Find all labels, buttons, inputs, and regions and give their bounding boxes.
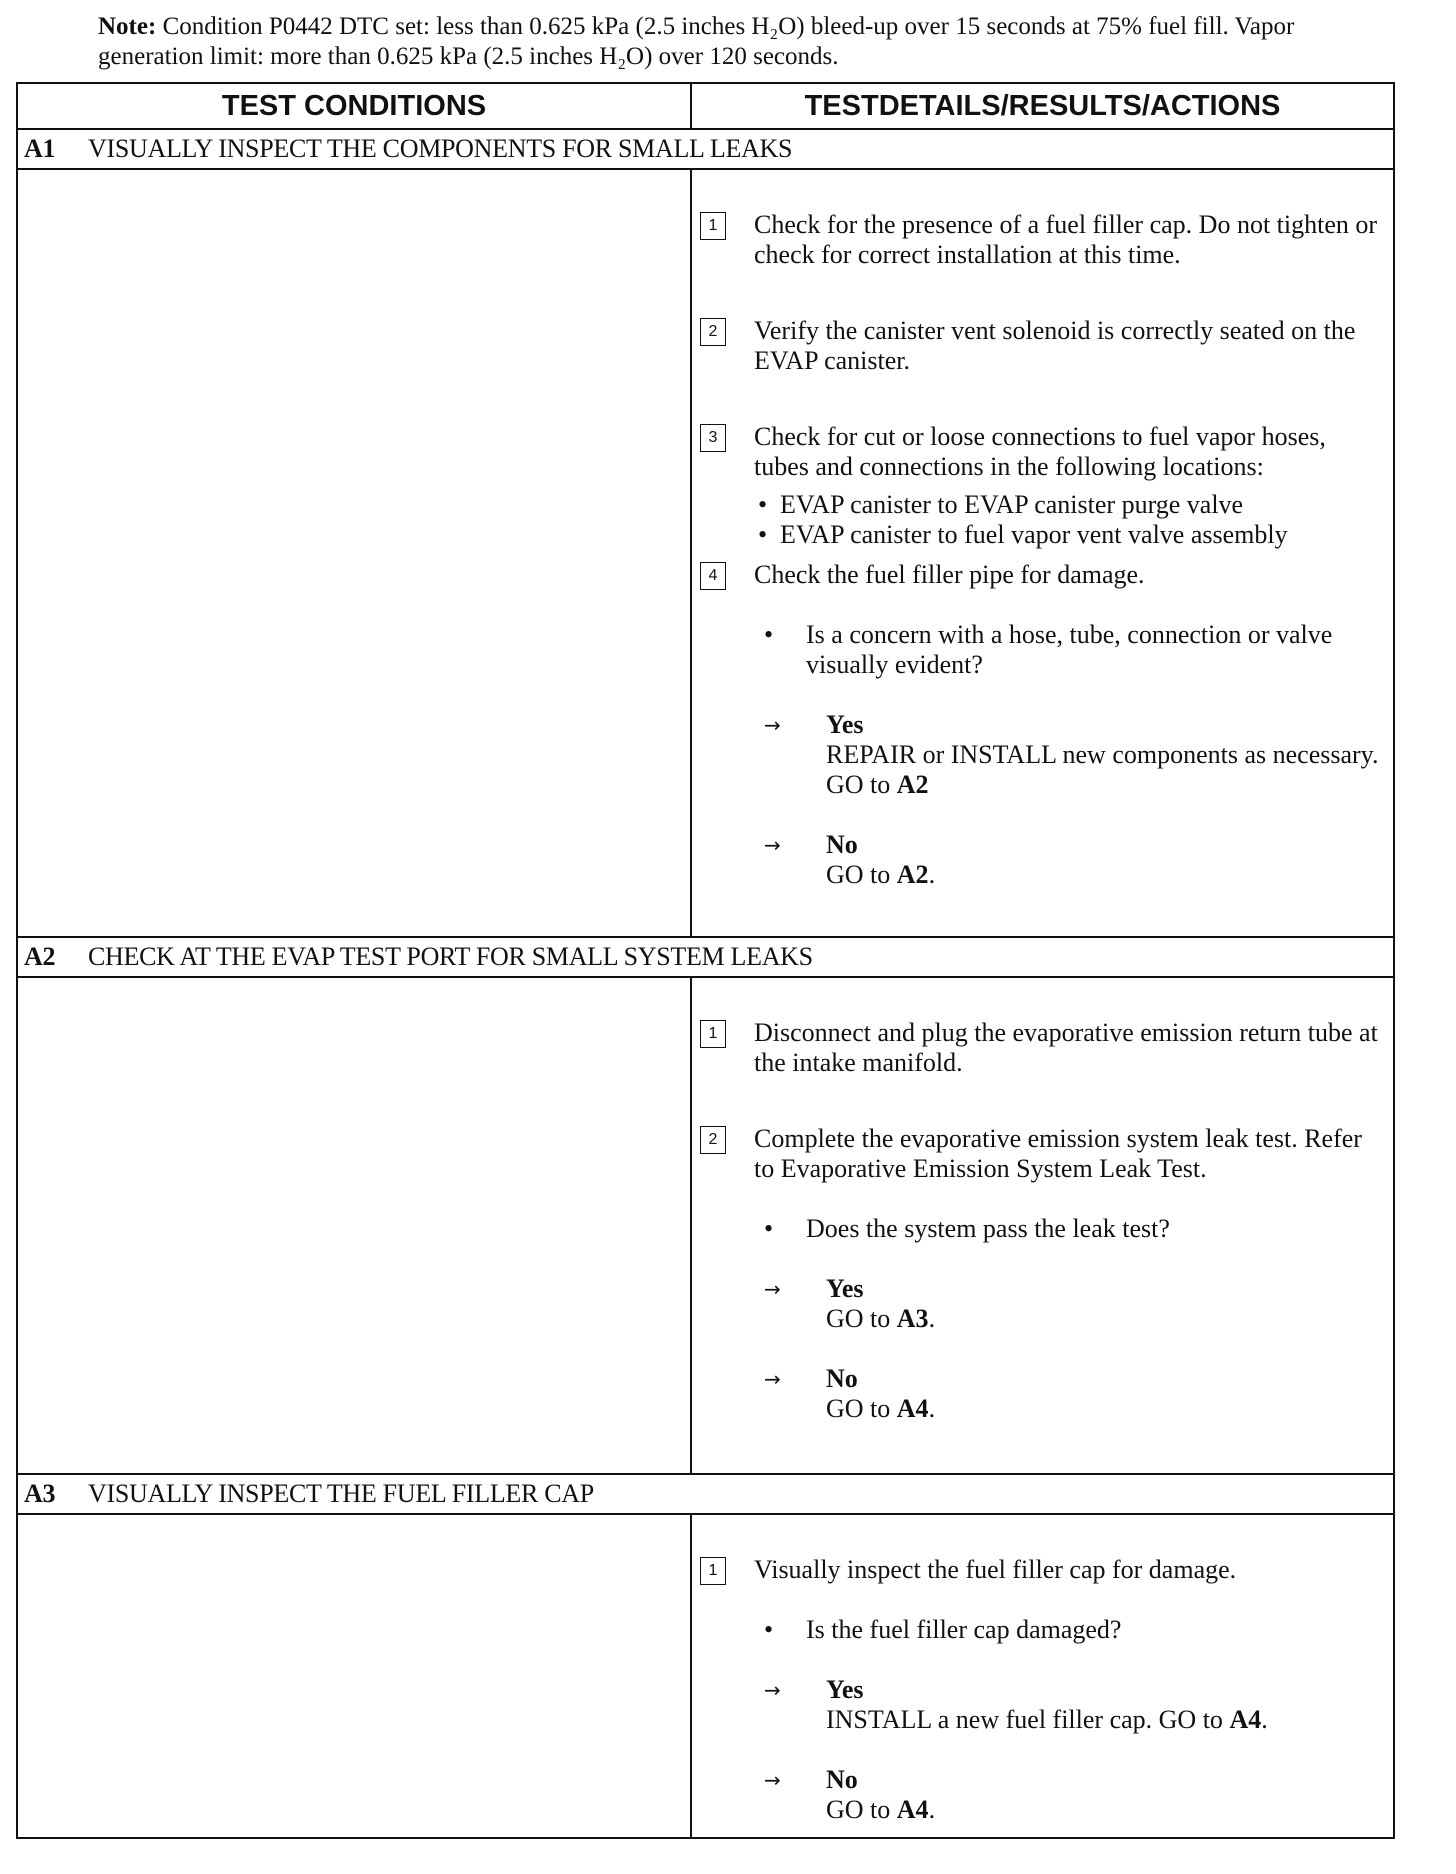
answer-yes: [764, 1675, 1381, 1735]
diagnostic-table: [16, 82, 1395, 1839]
section-id: A1: [24, 134, 56, 163]
answer-text: GO to: [826, 1394, 897, 1423]
step: [700, 422, 1381, 550]
test-details-cell: [692, 978, 1393, 1473]
answer-text: GO to: [826, 1304, 897, 1333]
answer-label: Yes: [826, 1675, 864, 1704]
step-text: Complete the evaporative emission system leak test. Refer to Evaporative Emission System Leak Test.: [754, 1124, 1362, 1183]
arrow-right-icon: →: [764, 1367, 781, 1391]
answer-action: [826, 740, 1381, 800]
section-body-a2: [18, 978, 1393, 1475]
answer-no: [764, 830, 1381, 890]
test-conditions-cell: [18, 1515, 692, 1837]
question: [764, 1214, 1381, 1244]
bullet-icon: •: [764, 1615, 774, 1644]
step-text: Visually inspect the fuel filler cap for damage.: [754, 1555, 1237, 1584]
section-title-text: VISUALLY INSPECT THE COMPONENTS FOR SMALL LEAKS: [88, 134, 793, 163]
step-number: 1: [700, 212, 726, 240]
note-label: Note:: [98, 13, 157, 40]
section-title-text: VISUALLY INSPECT THE FUEL FILLER CAP: [88, 1479, 594, 1508]
step: [700, 1018, 1381, 1078]
question-text: Is a concern with a hose, tube, connection or valve visually evident?: [806, 620, 1333, 679]
list-item: • EVAP canister to fuel vapor vent valve assembly: [754, 520, 1381, 550]
answer-label: No: [826, 830, 858, 859]
step-number: 1: [700, 1557, 726, 1585]
answer-action: [826, 1304, 1381, 1334]
answer-action: [826, 860, 1381, 890]
section-title-a2: [18, 938, 1393, 978]
step-text: Check for the presence of a fuel filler cap. Do not tighten or check for correct installation at this time.: [754, 210, 1378, 269]
list-item: • EVAP canister to EVAP canister purge valve: [754, 490, 1381, 520]
answer-ref: A4: [896, 1394, 929, 1423]
question: [764, 1615, 1381, 1645]
step-text: Verify the canister vent solenoid is correctly seated on the EVAP canister.: [754, 316, 1356, 375]
answer-label: No: [826, 1765, 858, 1794]
answer-ref: A4: [896, 1795, 929, 1824]
answer-action: [826, 1705, 1381, 1735]
step-number: 2: [700, 1126, 726, 1154]
section-title-text: CHECK AT THE EVAP TEST PORT FOR SMALL SYSTEM LEAKS: [88, 942, 813, 971]
step: [700, 1555, 1381, 1585]
answer-text: INSTALL a new fuel filler cap. GO to: [826, 1705, 1230, 1734]
answer-text: GO to: [826, 860, 897, 889]
step-text: Check the fuel filler pipe for damage.: [754, 560, 1145, 589]
bullet-icon: •: [764, 620, 774, 649]
answer-ref: A2: [896, 860, 929, 889]
step: [700, 210, 1381, 270]
step-number: 4: [700, 562, 726, 590]
answer-action: [826, 1795, 1381, 1825]
answer-end: .: [928, 860, 936, 889]
location-list: [754, 490, 1381, 550]
question-text: Does the system pass the leak test?: [806, 1214, 1170, 1243]
answer-text: REPAIR or INSTALL new components as necessary. GO to: [826, 740, 1379, 799]
test-conditions-cell: [18, 170, 692, 936]
answer-yes: [764, 710, 1381, 800]
step-number: 1: [700, 1020, 726, 1048]
answer-action: [826, 1394, 1381, 1424]
section-body-a1: [18, 170, 1393, 938]
answer-end: .: [928, 1304, 936, 1333]
answer-ref: A2: [896, 770, 929, 799]
arrow-right-icon: →: [764, 833, 781, 857]
answer-end: .: [928, 1795, 936, 1824]
note: [98, 12, 1348, 72]
answer-end: .: [928, 1394, 936, 1423]
answer-ref: A3: [896, 1304, 929, 1333]
step-text: Disconnect and plug the evaporative emission return tube at the intake manifold.: [754, 1018, 1378, 1077]
step-number: 2: [700, 318, 726, 346]
note-text: Condition P0442 DTC set: less than 0.625 kPa (2.5 inches H₂O) bleed-up over 15 seconds at 75% fuel fill. Vapor generation limit: more than 0.625 kPa (2.5 inches H₂O) over 120 seconds.: [98, 13, 1295, 70]
section-title-a1: [18, 130, 1393, 170]
step: [700, 316, 1381, 376]
answer-label: Yes: [826, 1274, 864, 1303]
answer-label: No: [826, 1364, 858, 1393]
arrow-right-icon: →: [764, 713, 781, 737]
question-text: Is the fuel filler cap damaged?: [806, 1615, 1122, 1644]
answer-no: [764, 1364, 1381, 1424]
step: [700, 560, 1381, 590]
arrow-right-icon: →: [764, 1768, 781, 1792]
step-number: 3: [700, 424, 726, 452]
answer-yes: [764, 1274, 1381, 1334]
header-test-conditions: TEST CONDITIONS: [18, 84, 692, 128]
test-details-cell: [692, 170, 1393, 936]
section-id: A3: [24, 1479, 56, 1508]
answer-text: GO to: [826, 1795, 897, 1824]
test-details-cell: [692, 1515, 1393, 1837]
arrow-right-icon: →: [764, 1277, 781, 1301]
step: [700, 1124, 1381, 1184]
step-text-block: [754, 422, 1381, 550]
step-text: Check for cut or loose connections to fuel vapor hoses, tubes and connections in the following locations:: [754, 422, 1326, 481]
arrow-right-icon: →: [764, 1678, 781, 1702]
answer-no: [764, 1765, 1381, 1825]
answer-label: Yes: [826, 710, 864, 739]
section-title-a3: [18, 1475, 1393, 1515]
header-test-details: TESTDETAILS/RESULTS/ACTIONS: [804, 89, 1281, 122]
section-id: A2: [24, 942, 56, 971]
test-conditions-cell: [18, 978, 692, 1473]
bullet-icon: •: [764, 1214, 774, 1243]
answer-ref: A4: [1229, 1705, 1262, 1734]
section-body-a3: [18, 1515, 1393, 1837]
answer-end: .: [1261, 1705, 1268, 1734]
table-header: [18, 84, 1393, 130]
question: [764, 620, 1381, 680]
